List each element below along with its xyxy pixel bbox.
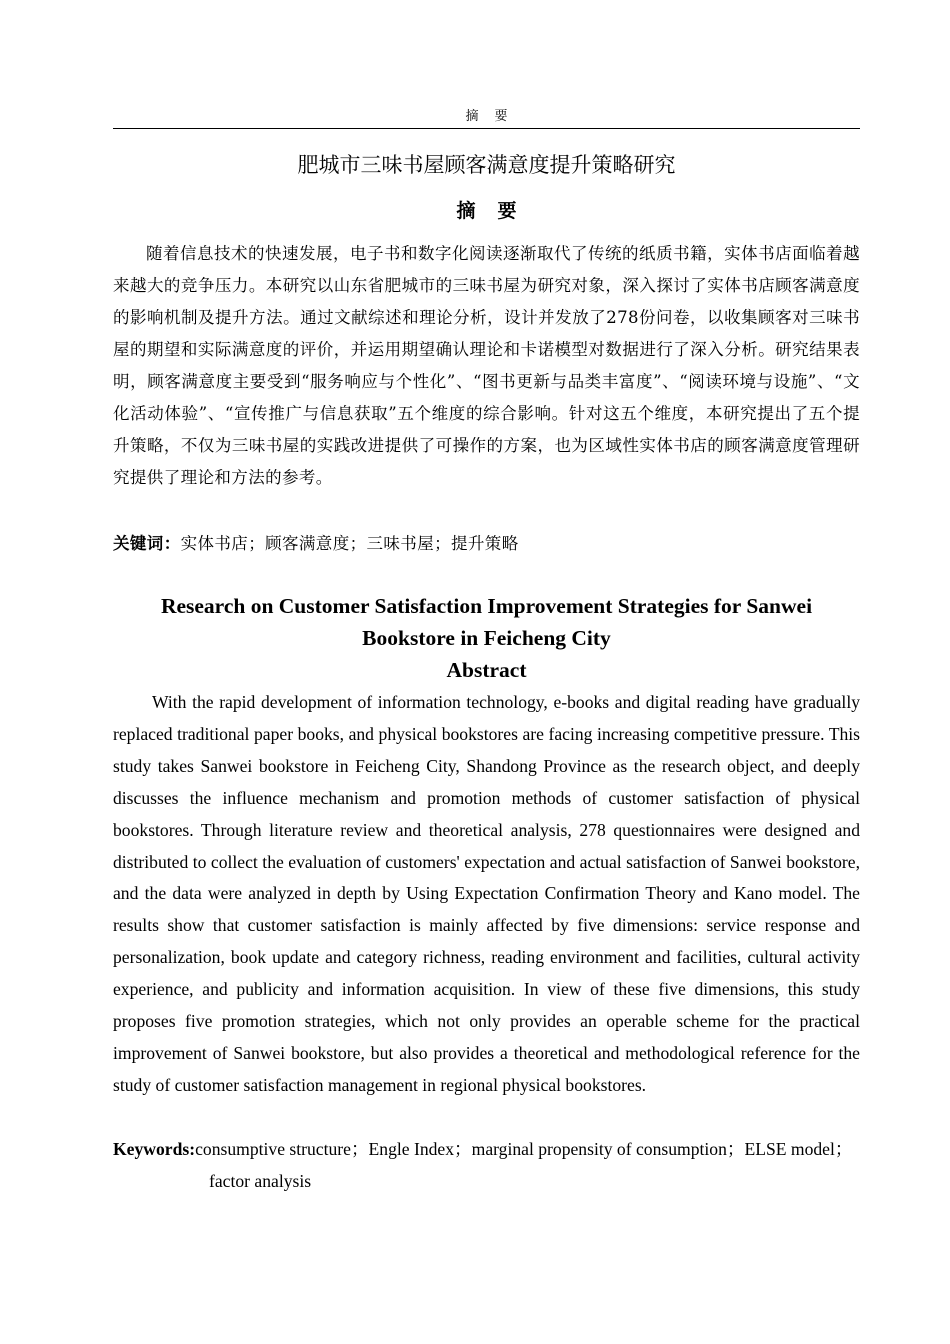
english-abstract-body: With the rapid development of information technology, e-books and digital reading have gradually replaced traditional paper books, and physical bookstores are facing increasing competitive pressure. This study takes Sanwei bookstore in Feicheng City, Shandong Province as the research object, and deeply discusses the influence mechanism and promotion methods of customer satisfaction of physical bookstores. Through literature review and theoretical analysis, 278 questionnaires were designed and distributed to collect the evaluation of customers' expectation and actual satisfaction of Sanwei bookstore, and the data were analyzed in depth by Using Expectation Confirmation Theory and Kano model. The results show that customer satisfaction is mainly affected by five dimensions: service response and personalization, book update and category richness, reading environment and facilities, cultural activity experience, and publicity and information acquisition. In view of these five dimensions, this study proposes five promotion strategies, which not only provides an operable scheme for the practical improvement of Sanwei bookstore, but also provides a theoretical and methodological reference for the study of customer satisfaction management in regional physical bookstores. — [113, 692, 860, 1095]
english-keywords-text-line-1: consumptive structure；Engle Index；marginal propensity of consumption；ELSE model； — [195, 1139, 853, 1159]
chinese-abstract-body: 随着信息技术的快速发展，电子书和数字化阅读逐渐取代了传统的纸质书籍，实体书店面临着越来越大的竞争压力。本研究以山东省肥城市的三味书屋为研究对象，深入探讨了实体书店顾客满意度的影响机制及提升方法。通过文献综述和理论分析，设计并发放了278份问卷，以收集顾客对三味书屋的期望和实际满意度的评价，并运用期望确认理论和卡诺模型对数据进行了深入分析。研究结果表明，顾客满意度主要受到“服务响应与个性化”、“图书更新与品类丰富度”、“阅读环境与设施”、“文化活动体验”、“宣传推广与信息获取”五个维度的综合影响。针对这五个维度，本研究提出了五个提升策略，不仅为三味书屋的实践改进提供了可操作的方案，也为区域性实体书店的顾客满意度管理研究提供了理论和方法的参考。 — [113, 244, 860, 487]
chinese-keywords — [113, 528, 860, 560]
english-title-line-2: Bookstore in Feicheng City — [362, 626, 611, 650]
english-title-line-1: Research on Customer Satisfaction Improvement Strategies for Sanwei — [160, 594, 813, 618]
chinese-title: 肥城市三味书屋顾客满意度提升策略研究 — [297, 153, 676, 177]
english-abstract-heading: Abstract — [446, 658, 527, 682]
english-title — [113, 590, 860, 654]
english-keywords-text-line-2: factor analysis — [209, 1171, 312, 1191]
chinese-keywords-label: 关键词： — [113, 534, 181, 553]
chinese-abstract-heading: 摘要 — [456, 200, 539, 222]
english-keywords-label: Keywords: — [113, 1139, 196, 1159]
header-rule — [113, 128, 860, 129]
running-header: 摘要 — [465, 109, 524, 124]
english-keywords — [113, 1134, 903, 1166]
chinese-keywords-text: 实体书店；顾客满意度；三味书屋；提升策略 — [180, 534, 519, 553]
